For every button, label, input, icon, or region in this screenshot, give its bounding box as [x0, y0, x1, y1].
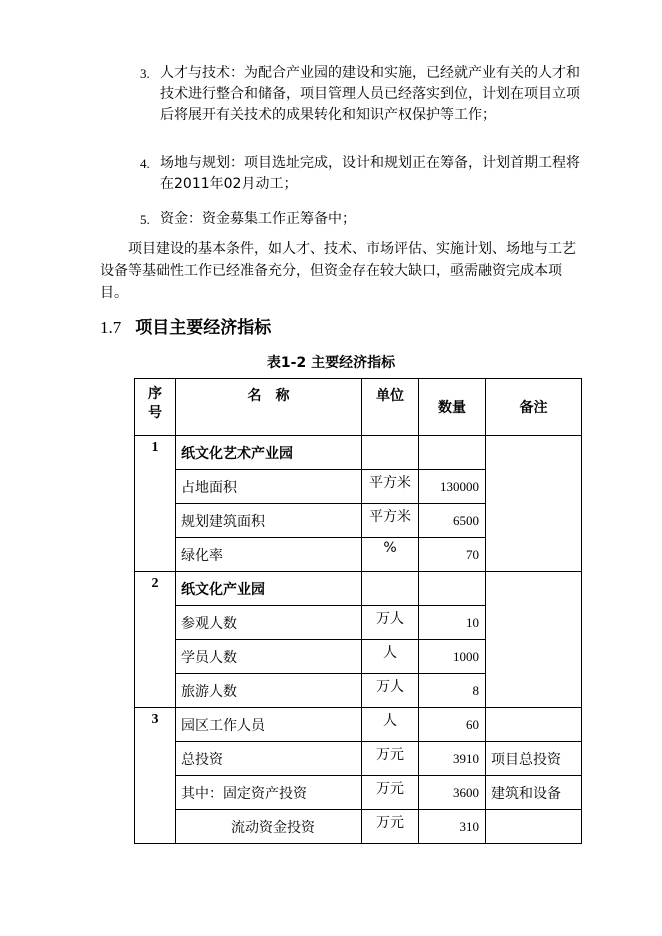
- header-name: 名 称: [176, 379, 362, 436]
- name-cell: 旅游人数: [176, 674, 362, 708]
- qty-cell: 60: [419, 708, 486, 742]
- unit-cell: [362, 572, 419, 606]
- table-row: [135, 776, 582, 810]
- name-cell: 纸文化产业园: [176, 572, 362, 606]
- seq-cell: 3: [135, 708, 176, 844]
- qty-cell: 3600: [419, 776, 486, 810]
- note-cell: [486, 572, 582, 708]
- table-caption: 表1-2 主要经济指标: [266, 355, 396, 371]
- note-cell: 建筑和设备: [486, 776, 582, 810]
- section-title: 项目主要经济指标: [135, 318, 272, 338]
- table-row: [135, 436, 582, 470]
- unit-cell: 人: [362, 708, 419, 742]
- unit-cell: 万元: [362, 742, 419, 776]
- unit-cell: 万人: [362, 674, 419, 708]
- unit-cell: [362, 436, 419, 470]
- name-cell: 学员人数: [176, 640, 362, 674]
- seq-cell: 2: [135, 572, 176, 708]
- unit-cell: 人: [362, 640, 419, 674]
- list-text: 资金：资金募集工作正筹备中；: [160, 211, 356, 227]
- qty-cell: [419, 572, 486, 606]
- name-cell: 规划建筑面积: [176, 504, 362, 538]
- table-row: [135, 572, 582, 606]
- name-cell: 参观人数: [176, 606, 362, 640]
- note-cell: [486, 436, 582, 572]
- qty-cell: 8: [419, 674, 486, 708]
- unit-cell: 万元: [362, 776, 419, 810]
- name-cell: 总投资: [176, 742, 362, 776]
- table-row: [135, 708, 582, 742]
- name-cell: 园区工作人员: [176, 708, 362, 742]
- name-cell: 绿化率: [176, 538, 362, 572]
- note-cell: 项目总投资: [486, 742, 582, 776]
- qty-cell: [419, 436, 486, 470]
- name-cell: 流动资金投资: [176, 810, 362, 844]
- name-cell: 占地面积: [176, 470, 362, 504]
- qty-cell: 3910: [419, 742, 486, 776]
- qty-cell: 1000: [419, 640, 486, 674]
- section-number: 1.7: [100, 318, 122, 337]
- table-header-row: [135, 379, 582, 436]
- unit-cell: 万人: [362, 606, 419, 640]
- qty-cell: 70: [419, 538, 486, 572]
- name-cell: 其中：固定资产投资: [176, 776, 362, 810]
- table-row: [135, 810, 582, 844]
- qty-cell: 310: [419, 810, 486, 844]
- list-text: 场地与规划：项目选址完成，设计和规划正在筹备，计划首期工程将在2011年02月动工；: [160, 155, 580, 192]
- unit-cell: %: [362, 538, 419, 572]
- qty-cell: 10: [419, 606, 486, 640]
- list-item-5: [140, 209, 588, 230]
- name-cell: 纸文化艺术产业园: [176, 436, 362, 470]
- body-paragraph: 项目建设的基本条件，如人才、技术、市场评估、实施计划、场地与工艺设备等基础性工作已经准备充分，但资金存在较大缺口，亟需融资完成本项目。: [100, 241, 576, 301]
- list-number: 5.: [140, 212, 150, 227]
- note-cell: [486, 708, 582, 742]
- list-item-3: [140, 63, 588, 126]
- list-number: 4.: [140, 156, 150, 171]
- list-item-4: [140, 153, 588, 195]
- table-row: [135, 742, 582, 776]
- header-note: 备注: [486, 379, 582, 436]
- header-qty: 数量: [419, 379, 486, 436]
- list-text: 人才与技术：为配合产业园的建设和实施，已经就产业有关的人才和技术进行整合和储备，项目管理人员已经落实到位，计划在项目立项后将展开有关技术的成果转化和知识产权保护等工作；: [160, 65, 580, 123]
- seq-cell: 1: [135, 436, 176, 572]
- qty-cell: 6500: [419, 504, 486, 538]
- header-unit: 单位: [362, 379, 419, 436]
- list-number: 3.: [140, 66, 150, 81]
- economic-indicators-table: [134, 378, 582, 844]
- section-heading: [100, 313, 271, 338]
- unit-cell: 万元: [362, 810, 419, 844]
- qty-cell: 130000: [419, 470, 486, 504]
- note-cell: [486, 810, 582, 844]
- unit-cell: 平方米: [362, 470, 419, 504]
- header-seq: 序号: [135, 379, 176, 436]
- unit-cell: 平方米: [362, 504, 419, 538]
